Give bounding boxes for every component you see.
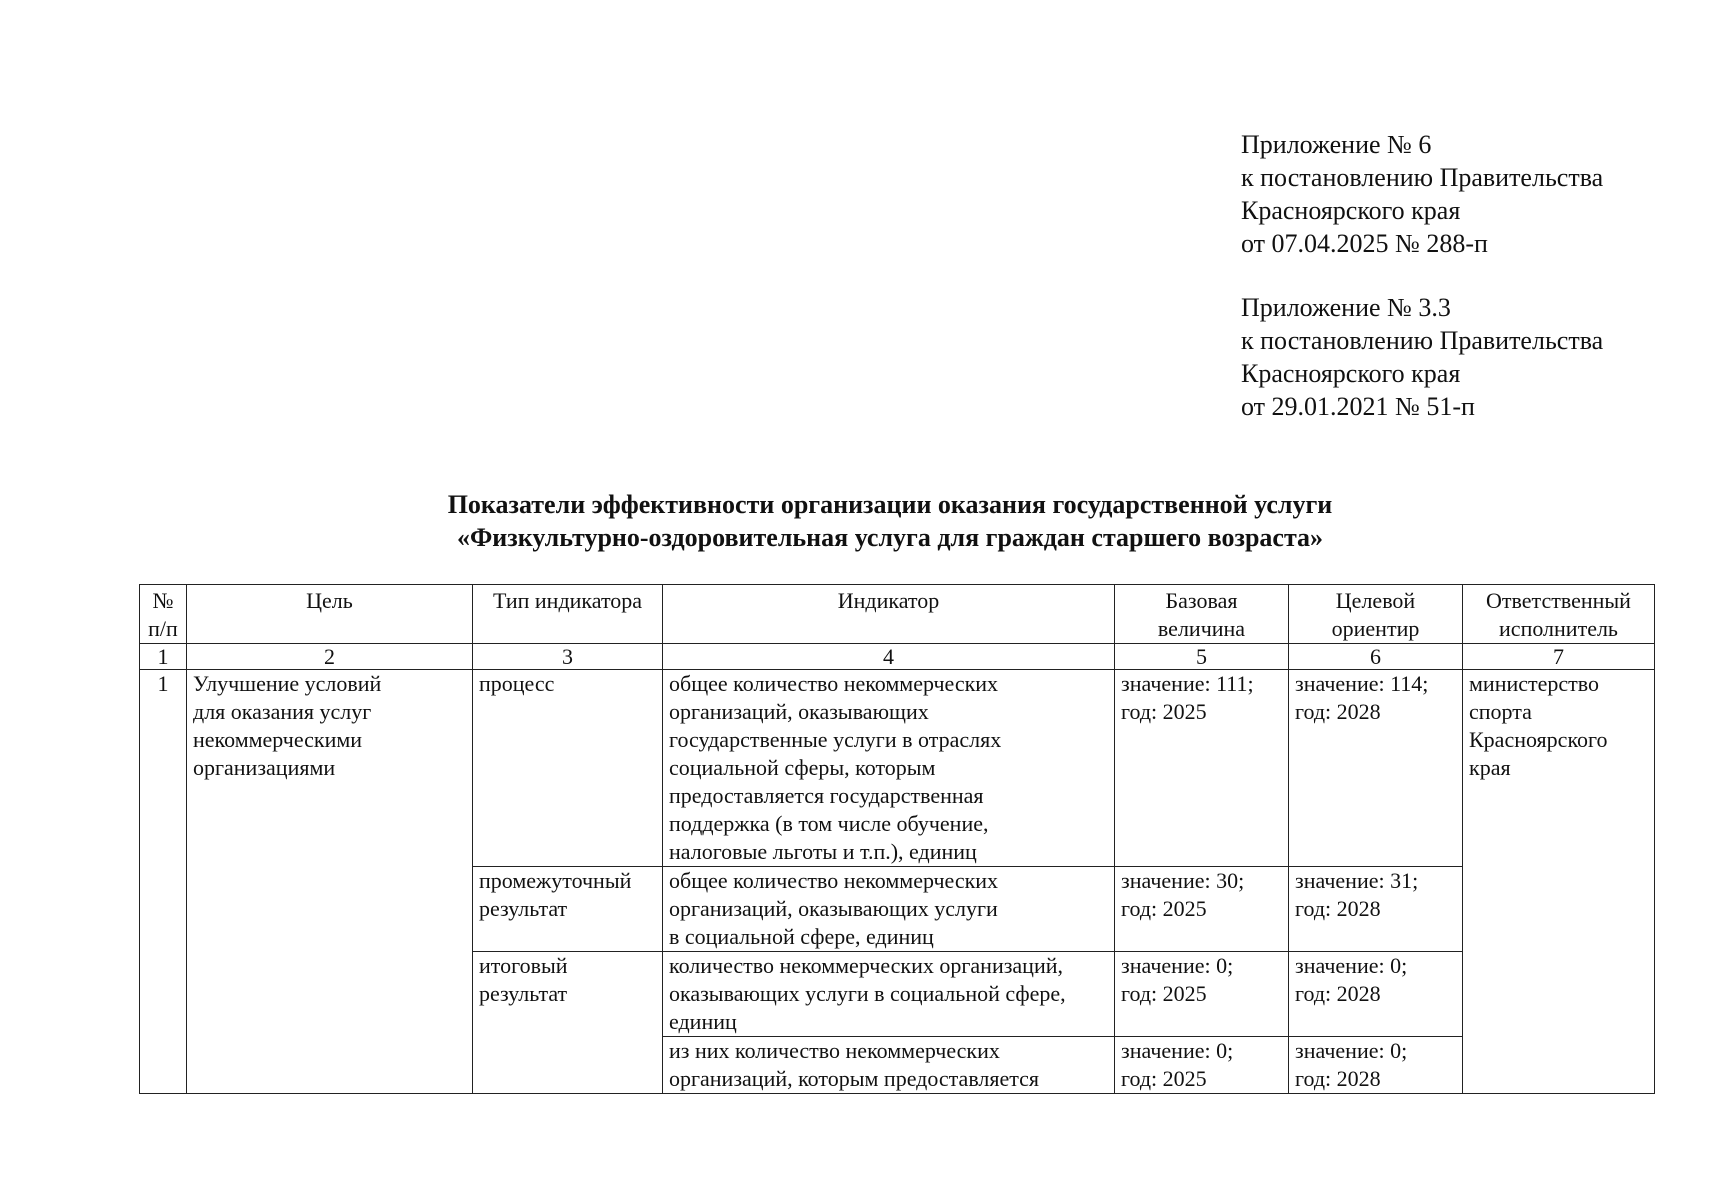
target-value-cell: значение: 0; год: 2028 [1289,952,1463,1037]
goal-cell: Улучшение условий для оказания услуг некоммерческими организациями [187,670,473,1094]
column-number-row [140,644,1655,670]
column-number: 5 [1115,644,1289,670]
row-number: 1 [140,670,187,1094]
indicator-type-cell: процесс [473,670,663,867]
base-value-cell: значение: 30; год: 2025 [1115,867,1289,952]
column-number: 3 [473,644,663,670]
header-number: № п/п [140,585,187,644]
annex-region: Красноярского края [1241,359,1461,388]
document-title-line-1: Показатели эффективности организации оказания государственной услуги [447,490,1333,519]
table-header-row [140,585,1655,644]
column-number: 6 [1289,644,1463,670]
indicator-type-cell: промежуточный результат [473,867,663,952]
annex-reference: к постановлению Правительства [1241,326,1604,355]
annex-number: Приложение № 6 [1241,130,1432,159]
indicator-cell: из них количество некоммерческих организаций, которым предоставляется [663,1037,1115,1094]
responsible-cell: министерство спорта Красноярского края [1463,670,1655,1094]
indicator-type-cell: итоговый результат [473,952,663,1094]
indicators-table [139,584,1655,1094]
column-number: 2 [187,644,473,670]
header-responsible: Ответственный исполнитель [1463,585,1655,644]
base-value-cell: значение: 0; год: 2025 [1115,952,1289,1037]
header-indicator: Индикатор [663,585,1115,644]
base-value-cell: значение: 0; год: 2025 [1115,1037,1289,1094]
table-row [140,670,1655,867]
base-value-cell: значение: 111; год: 2025 [1115,670,1289,867]
document-title [0,488,1717,554]
header-base-value: Базовая величина [1115,585,1289,644]
header-goal: Цель [187,585,473,644]
indicator-cell: общее количество некоммерческих организаций, оказывающих услуги в социальной сфере, единиц [663,867,1115,952]
document-title-line-2: «Физкультурно-оздоровительная услуга для граждан старшего возраста» [456,523,1324,552]
annex-date: от 07.04.2025 № 288-п [1241,229,1488,258]
annex-date: от 29.01.2021 № 51-п [1241,392,1475,421]
annex-reference: к постановлению Правительства [1241,163,1604,192]
annex-header-original [1241,291,1603,423]
header-indicator-type: Тип индикатора [473,585,663,644]
indicator-cell: количество некоммерческих организаций, оказывающих услуги в социальной сфере, единиц [663,952,1115,1037]
annex-number: Приложение № 3.3 [1241,293,1451,322]
column-number: 4 [663,644,1115,670]
annex-region: Красноярского края [1241,196,1461,225]
target-value-cell: значение: 31; год: 2028 [1289,867,1463,952]
annex-header-current [1241,128,1603,260]
column-number: 1 [140,644,187,670]
target-value-cell: значение: 114; год: 2028 [1289,670,1463,867]
column-number: 7 [1463,644,1655,670]
indicator-cell: общее количество некоммерческих организаций, оказывающих государственные услуги в отраслях социальной сферы, которым предоставляется государственная поддержка (в том числе обучение, налоговые льготы и т.п.), единиц [663,670,1115,867]
header-target-value: Целевой ориентир [1289,585,1463,644]
target-value-cell: значение: 0; год: 2028 [1289,1037,1463,1094]
